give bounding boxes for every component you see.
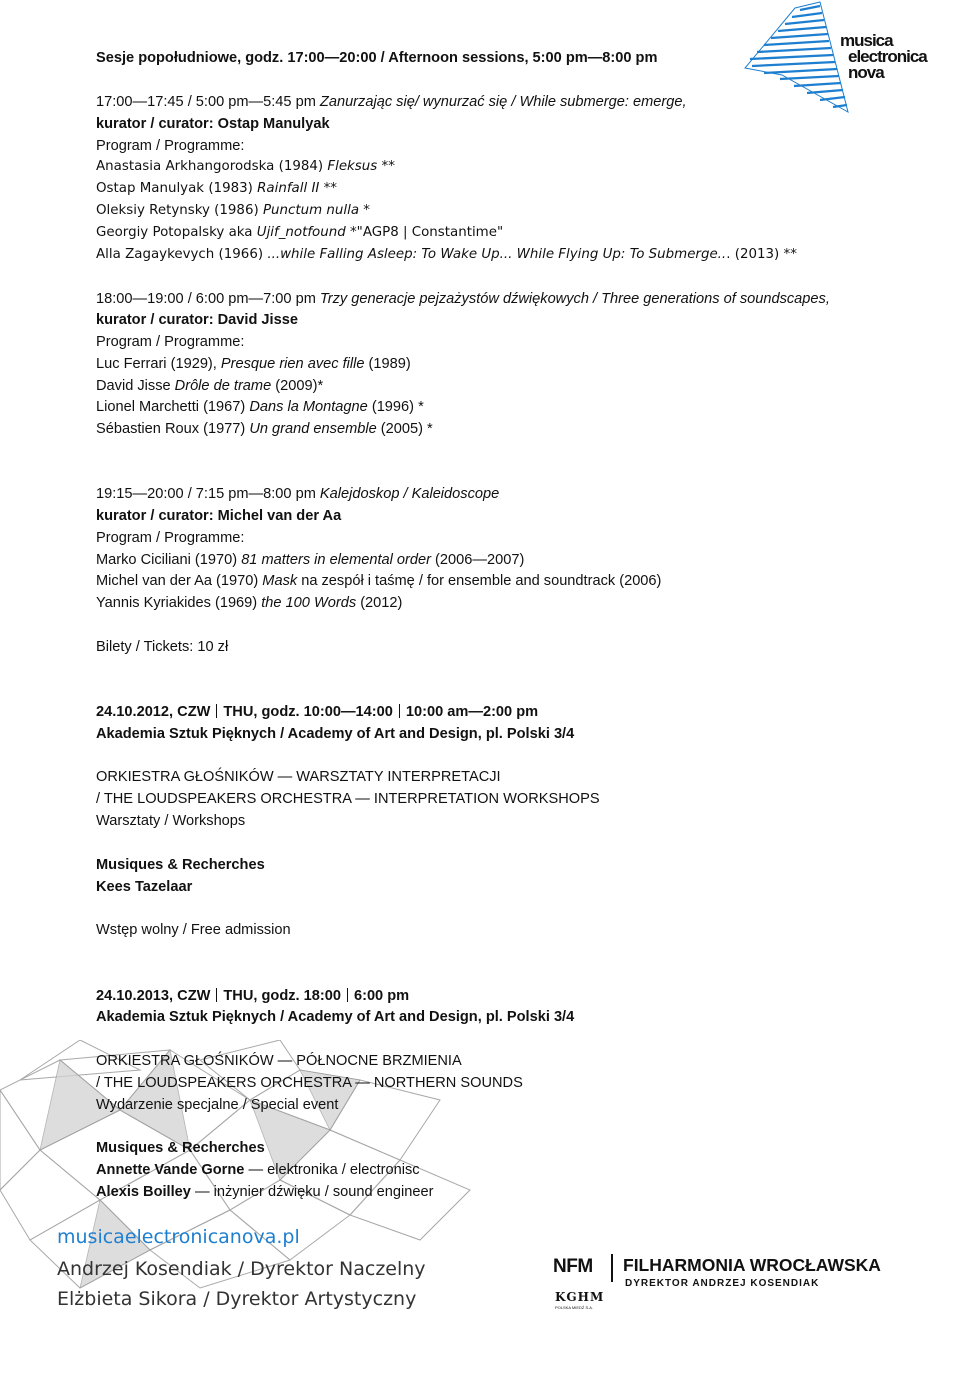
filharmonia-wordmark: FILHARMONIA WROCŁAWSKA: [623, 1255, 881, 1275]
event2-title-pl: ORKIESTRA GŁOŚNIKÓW — PÓŁNOCNE BRZMIENIA: [96, 1053, 462, 1069]
event1-admission: Wstęp wolny / Free admission: [96, 922, 291, 938]
block2-curator: kurator / curator: David Jisse: [96, 312, 298, 328]
block2-title: Trzy generacje pejzażystów dźwiękowych / Three generations of soundscapes,: [319, 291, 830, 307]
musica-electronica-nova-logo: [740, 0, 960, 115]
logo-text-line2: electronica: [848, 47, 927, 66]
nfm-filharmonia-logo: [553, 1254, 960, 1314]
logo-text-line3: nova: [848, 63, 884, 82]
block1-item: Georgiy Potopalsky aka Ujif_notfound *"AGP8 | Constantime": [96, 225, 504, 240]
event2-venue: Akademia Sztuk Pięknych / Academy of Art and Design, pl. Polski 3/4: [96, 1009, 575, 1025]
block3-time: 19:15—20:00 / 7:15 pm—8:00 pm: [96, 486, 320, 502]
logo-divider: [611, 1254, 613, 1282]
block3-programme-label: Program / Programme:: [96, 530, 245, 546]
session-title: Sesje popołudniowe, godz. 17:00—20:00 / Afternoon sessions, 5:00 pm—8:00 pm: [96, 50, 658, 66]
director-general: Andrzej Kosendiak / Dyrektor Naczelny: [57, 1258, 426, 1280]
tickets-price: Bilety / Tickets: 10 zł: [96, 639, 229, 655]
block2-heading: [96, 290, 830, 308]
event1-date: 24.10.2012, CZW THU, godz. 10:00—14:00 10:00 am—2:00 pm: [96, 704, 539, 720]
event2-title-en: / THE LOUDSPEAKERS ORCHESTRA — NORTHERN SOUNDS: [96, 1075, 523, 1091]
block2-item: Sébastien Roux (1977) Un grand ensemble (2005) *: [96, 421, 433, 437]
block2-item: Luc Ferrari (1929), Presque rien avec fille (1989): [96, 356, 411, 372]
event1-person: Kees Tazelaar: [96, 879, 193, 895]
block3-title: Kalejdoskop / Kaleidoscope: [319, 486, 500, 502]
event2-person2: Alexis Boilley — inżynier dźwięku / sound engineer: [96, 1184, 434, 1200]
block1-item: Anastasia Arkhangorodska (1984) Fleksus **: [96, 159, 395, 174]
event2-date: 24.10.2013, CZW THU, godz. 18:00 6:00 pm: [96, 988, 410, 1004]
block2-time: 18:00—19:00 / 6:00 pm—7:00 pm: [96, 291, 320, 307]
block1-heading: [96, 93, 687, 111]
block1-title: Zanurzając się/ wynurzać się / While submerge: emerge,: [319, 94, 687, 110]
nfm-wordmark: NFM: [553, 1256, 593, 1277]
block1-time: 17:00—17:45 / 5:00 pm—5:45 pm: [96, 94, 316, 110]
block3-item: Michel van der Aa (1970) Mask na zespół i taśmę / for ensemble and soundtrack (2006): [96, 573, 662, 589]
sponsor-kghm-sub: POLSKA MIEDŹ S.A.: [555, 1305, 594, 1310]
logo-graphic-icon: [745, 2, 848, 112]
director-artistic: Elżbieta Sikora / Dyrektor Artystyczny: [57, 1288, 417, 1310]
block1-item: Oleksiy Retynsky (1986) Punctum nulla *: [96, 203, 370, 218]
event1-title-pl: ORKIESTRA GŁOŚNIKÓW — WARSZTATY INTERPRETACJI: [96, 769, 501, 785]
block1-curator: kurator / curator: Ostap Manulyak: [96, 116, 330, 132]
block2-item: David Jisse Drôle de trame (2009)*: [96, 378, 324, 394]
block1-item: Ostap Manulyak (1983) Rainfall II **: [96, 181, 337, 196]
block2-item: Lionel Marchetti (1967) Dans la Montagne (1996) *: [96, 399, 424, 415]
event2-person1: Annette Vande Gorne — elektronika / electronisc: [96, 1162, 420, 1178]
block2-programme-label: Program / Programme:: [96, 334, 245, 350]
event1-venue: Akademia Sztuk Pięknych / Academy of Art and Design, pl. Polski 3/4: [96, 726, 575, 742]
event2-ensemble: Musiques & Recherches: [96, 1140, 265, 1156]
block3-item: Marko Ciciliani (1970) 81 matters in elemental order (2006—2007): [96, 552, 525, 568]
event2-type: Wydarzenie specjalne / Special event: [96, 1097, 339, 1113]
sponsor-kghm: KGHM: [555, 1290, 605, 1304]
block3-heading: [96, 485, 499, 503]
block1-programme-label: Program / Programme:: [96, 138, 245, 154]
event1-type: Warsztaty / Workshops: [96, 813, 246, 829]
block3-curator: kurator / curator: Michel van der Aa: [96, 508, 342, 524]
event1-ensemble: Musiques & Recherches: [96, 857, 265, 873]
block1-item: Alla Zagaykevych (1966) ...while Falling Asleep: To Wake Up... While Flying Up: To Submerge... (2013) **: [96, 247, 797, 262]
event1-title-en: / THE LOUDSPEAKERS ORCHESTRA — INTERPRETATION WORKSHOPS: [96, 791, 600, 807]
filharmonia-director: DYREKTOR ANDRZEJ KOSENDIAK: [625, 1278, 820, 1289]
website-link[interactable]: musicaelectronicanova.pl: [57, 1226, 300, 1248]
logo-text-line1: musica: [840, 31, 893, 50]
block3-item: Yannis Kyriakides (1969) the 100 Words (2012): [96, 595, 403, 611]
